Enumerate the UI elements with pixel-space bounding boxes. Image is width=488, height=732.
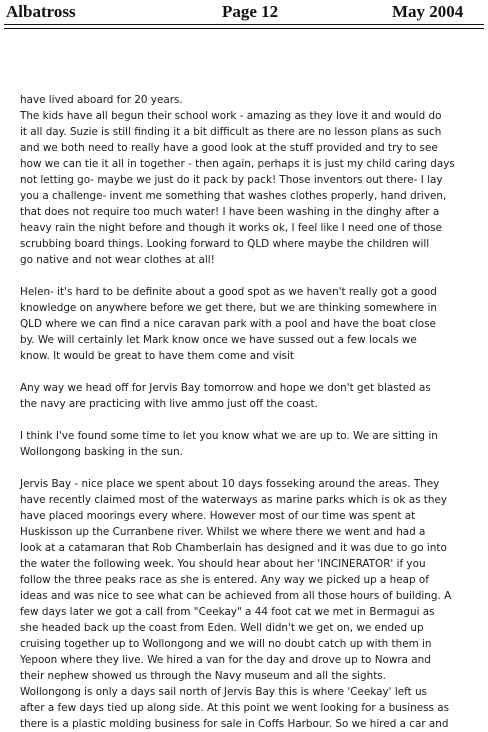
text-line: it all day. Suzie is still finding it a bit difficult as there are no lesson plans as such bbox=[20, 126, 442, 138]
text-line: by. We will certainly let Mark know once we have sussed out a few locals we bbox=[20, 334, 417, 346]
header-rule-bottom bbox=[4, 28, 484, 29]
text-line: cruising together up to Wollongong and we will no doubt catch up with them in bbox=[20, 638, 432, 650]
text-line: their nephew showed us through the Navy museum and all the sights. bbox=[20, 670, 386, 682]
text-line: heavy rain the night before and though it works ok, I feel like I need one of those bbox=[20, 222, 443, 234]
text-line: ideas and was nice to see what can be achieved from all those hours of building. A bbox=[20, 590, 452, 602]
text-line: that does not require too much water! I have been washing in the dinghy after a bbox=[20, 206, 440, 218]
text-line: there is a plastic molding business for sale in Coffs Harbour. So we hired a car and bbox=[20, 718, 449, 730]
text-line: the water the following week. You should hear about her 'INCINERATOR' if you bbox=[20, 558, 426, 570]
text-line: Huskisson up the Curranbene river. Whilst we where there we went and had a bbox=[20, 526, 426, 538]
text-line: look at a catamaran that Rob Chamberlain has designed and it was due to go into bbox=[20, 542, 447, 554]
paragraph bbox=[20, 92, 482, 268]
paragraph bbox=[20, 428, 482, 460]
text-line: she headed back up the coast from Eden. Well didn't we get on, we ended up bbox=[20, 622, 424, 634]
text-line: not letting go- maybe we just do it pack by pack! Those inventors out there- I lay bbox=[20, 174, 443, 186]
text-line: Jervis Bay - nice place we spent about 10 days fosseking around the areas. They bbox=[20, 478, 440, 490]
text-line: after a few days tied up along side. At this point we went looking for a business as bbox=[20, 702, 449, 714]
text-line: QLD where we can find a nice caravan park with a pool and have the boat close bbox=[20, 318, 436, 330]
header-rule-top bbox=[4, 24, 484, 25]
text-line: I think I've found some time to let you know what we are up to. We are sitting in bbox=[20, 430, 438, 442]
newsletter-title: Albatross bbox=[6, 2, 76, 21]
text-line: have recently claimed most of the waterways as marine parks which is ok as they bbox=[20, 494, 448, 506]
text-line: knowledge on anywhere before we get there, but we are thinking somewhere in bbox=[20, 302, 437, 314]
text-line: have placed moorings every where. However most of our time was spent at bbox=[20, 510, 416, 522]
text-line: The kids have all begun their school work - amazing as they love it and would do bbox=[20, 110, 442, 122]
paragraph bbox=[20, 476, 482, 732]
text-line: Yepoon where they live. We hired a van for the day and drove up to Nowra and bbox=[20, 654, 431, 666]
text-line: how we can tie it all in together - then again, perhaps it is just my child caring days bbox=[20, 158, 455, 170]
text-line: scrubbing board things. Looking forward to QLD where maybe the children will bbox=[20, 238, 430, 250]
text-line: know. It would be great to have them come and visit bbox=[20, 350, 295, 362]
text-line: follow the three peaks race as she is entered. Any way we picked up a heap of bbox=[20, 574, 429, 586]
text-line: have lived aboard for 20 years. bbox=[20, 94, 183, 106]
issue-date: May 2004 bbox=[392, 2, 464, 21]
page-header bbox=[0, 0, 488, 30]
page-number: Page 12 bbox=[222, 2, 279, 21]
paragraph bbox=[20, 380, 482, 412]
text-line: and we both need to really have a good look at the stuff provided and try to see bbox=[20, 142, 438, 154]
paragraph bbox=[20, 284, 482, 364]
text-line: the navy are practicing with live ammo just off the coast. bbox=[20, 398, 318, 410]
text-line: Helen- it's hard to be definite about a good spot as we haven't really got a good bbox=[20, 286, 437, 298]
article-body bbox=[20, 92, 482, 732]
text-line: few days later we got a call from "Ceekay" a 44 foot cat we met in Bermagui as bbox=[20, 606, 435, 618]
text-line: Any way we head off for Jervis Bay tomorrow and hope we don't get blasted as bbox=[20, 382, 431, 394]
text-line: you a challenge- invent me something that washes clothes properly, hand driven, bbox=[20, 190, 447, 202]
text-line: Wollongong basking in the sun. bbox=[20, 446, 183, 458]
text-line: go native and not wear clothes at all! bbox=[20, 254, 215, 266]
text-line: Wollongong is only a days sail north of Jervis Bay this is where 'Ceekay' left us bbox=[20, 686, 427, 698]
